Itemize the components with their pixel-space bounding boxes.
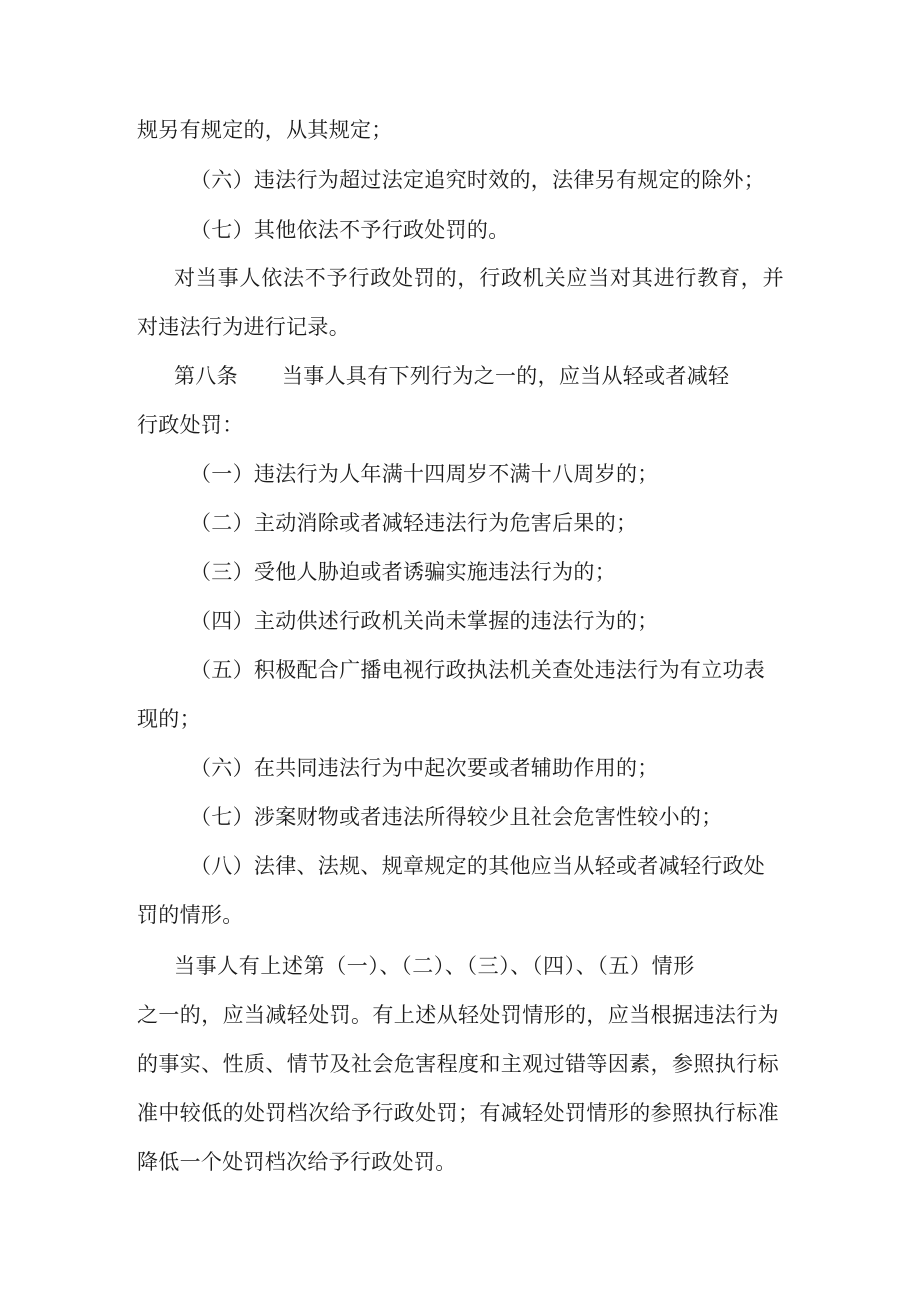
list-item-continuation: 现的； (137, 707, 201, 731)
paragraph-line: 降低一个处罚档次给予行政处罚。 (137, 1150, 457, 1174)
paragraph-line: 对违法行为进行记录。 (137, 315, 350, 339)
paragraph-line: 行政处罚： (137, 413, 244, 437)
paragraph-line: 准中较低的处罚档次给予行政处罚；有减轻处罚情形的参照执行标准 (137, 1101, 779, 1125)
article-heading: 第八条 (174, 364, 238, 388)
list-item: （五）积极配合广播电视行政执法机关查处违法行为有立功表 (190, 658, 766, 682)
list-item: （六）在共同违法行为中起次要或者辅助作用的； (190, 756, 659, 780)
paragraph-line: 当事人有上述第（一）、（二）、（三）、（四）、（五）情形 (174, 954, 695, 978)
paragraph-line: 之一的，应当减轻处罚。有上述从轻处罚情形的，应当根据违法行为 (137, 1003, 779, 1027)
list-item: （四）主动供述行政机关尚未掌握的违法行为的； (190, 609, 659, 633)
list-item: （二）主动消除或者减轻违法行为危害后果的； (190, 511, 638, 535)
list-item: （一）违法行为人年满十四周岁不满十八周岁的； (190, 462, 659, 486)
text-line: 规另有规定的，从其规定； (137, 118, 393, 142)
list-item: （六）违法行为超过法定追究时效的，法律另有规定的除外； (190, 168, 766, 192)
list-item: （七）涉案财物或者违法所得较少且社会危害性较小的； (190, 805, 723, 829)
paragraph-line: 的事实、性质、情节及社会危害程度和主观过错等因素，参照执行标 (137, 1052, 779, 1076)
list-item: （三）受他人胁迫或者诱骗实施违法行为的； (190, 560, 616, 584)
list-item-continuation: 罚的情形。 (137, 903, 244, 927)
list-item: （八）法律、法规、规章规定的其他应当从轻或者减轻行政处 (190, 854, 766, 878)
paragraph-line: 对当事人依法不予行政处罚的，行政机关应当对其进行教育，并 (174, 266, 785, 290)
article-text: 当事人具有下列行为之一的，应当从轻或者减轻 (282, 364, 730, 388)
list-item: （七）其他依法不予行政处罚的。 (190, 218, 510, 242)
